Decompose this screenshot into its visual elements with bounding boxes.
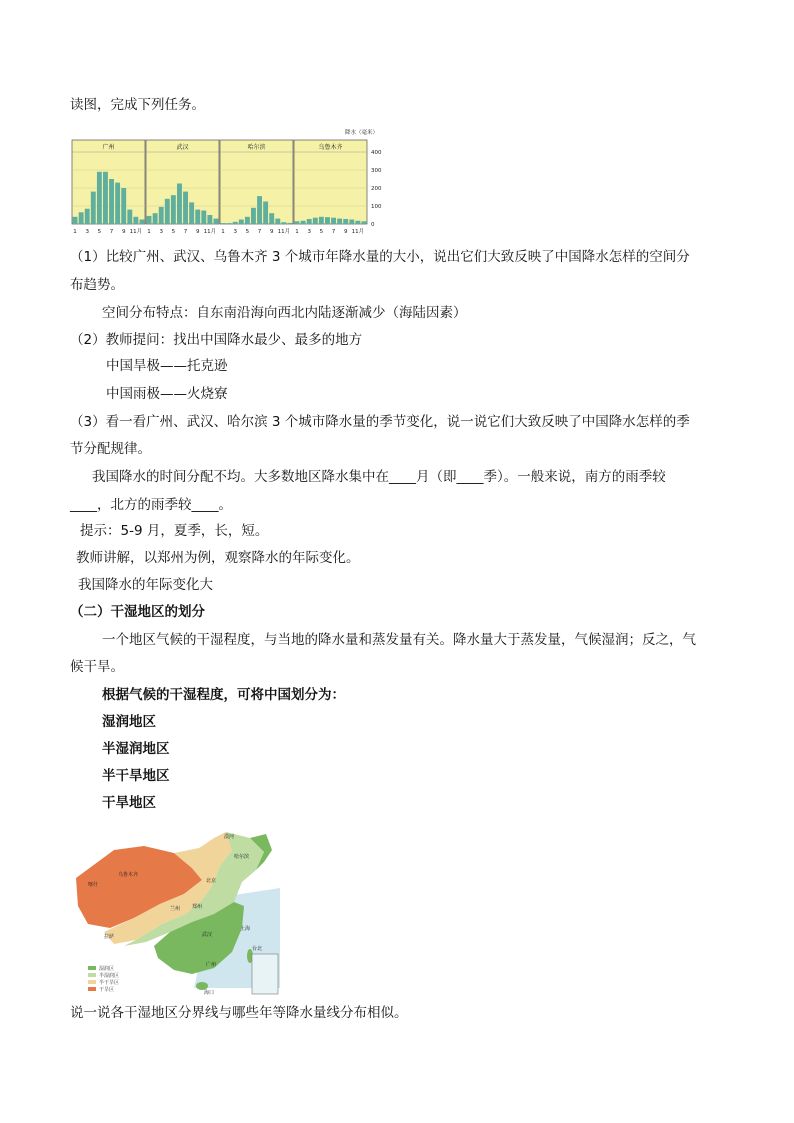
bar: [195, 210, 200, 224]
city-shanghai: 上海: [240, 926, 251, 932]
x-tick-label: 9: [269, 229, 274, 234]
legend-arid: 干旱区: [99, 987, 115, 993]
city-haikou: 海口: [204, 990, 215, 996]
bar: [227, 223, 232, 224]
bar: [85, 209, 90, 224]
bar: [325, 217, 330, 224]
q1-answer: 空间分布特点：自东南沿海向西北内陆逐渐减少（海陆因素）: [102, 305, 467, 321]
bar: [91, 192, 96, 224]
chart-panel: [146, 140, 219, 224]
bar: [133, 217, 138, 224]
city-zhengzhou: 郑州: [192, 904, 203, 910]
y-tick-label: 400: [371, 150, 382, 156]
q3-fill2: ____，北方的雨季较____。: [70, 497, 232, 513]
q1-line2: 布趋势。: [70, 277, 124, 293]
y-tick-label: 0: [371, 222, 375, 228]
bar: [177, 184, 182, 225]
x-tick-label: 9: [121, 229, 126, 234]
q2-question: （2）教师提问：找出中国降水最少、最多的地方: [70, 332, 363, 348]
bar: [295, 221, 300, 224]
legend-arid-swatch: [88, 987, 96, 991]
bar: [275, 219, 280, 224]
section2-para2: 候干旱。: [70, 659, 124, 675]
city-taipei: 台北: [252, 946, 263, 952]
city-harbin: 哈尔滨: [234, 854, 250, 860]
bar: [307, 219, 312, 224]
city-beijing: 北京: [206, 878, 217, 884]
y-tick-label: 200: [371, 186, 382, 192]
chart-title: 乌鲁木齐: [318, 144, 343, 151]
city-kashgar: 喀什: [88, 882, 99, 888]
bar: [331, 218, 336, 224]
bar: [245, 217, 250, 224]
bar: [301, 221, 306, 224]
q3-line2: 节分配规律。: [70, 441, 151, 457]
bar: [269, 213, 274, 224]
x-tick-label: 7: [331, 229, 336, 234]
bar: [109, 179, 114, 224]
bar: [183, 192, 188, 224]
city-urumqi: 乌鲁木齐: [118, 872, 139, 878]
bar: [121, 188, 126, 224]
bar: [165, 199, 170, 224]
x-tick-label: 5: [319, 229, 324, 234]
chart-title: 哈尔滨: [247, 144, 266, 151]
bar: [319, 217, 324, 224]
south-china-sea-inset: [252, 954, 278, 994]
bar: [251, 208, 256, 224]
x-tick-label: 9: [343, 229, 348, 234]
x-tick-label: 11月: [351, 229, 365, 234]
y-tick-label: 300: [371, 168, 382, 174]
precipitation-charts: [70, 126, 390, 234]
bar: [171, 195, 176, 224]
intro-text: 读图，完成下列任务。: [70, 97, 205, 113]
bar: [233, 222, 238, 224]
legend-humid-swatch: [88, 966, 96, 970]
bar: [207, 215, 212, 224]
chart-panel: [220, 140, 293, 224]
city-lanzhou: 兰州: [170, 906, 181, 912]
x-tick-label: 3: [233, 229, 237, 234]
bar: [288, 223, 293, 224]
bar: [73, 217, 78, 224]
bar: [189, 202, 194, 224]
x-tick-label: 7: [109, 229, 114, 234]
x-tick-label: 11月: [203, 229, 217, 234]
bar: [343, 219, 348, 224]
bar: [127, 210, 132, 224]
closing-text: 说一说各干湿地区分界线与哪些年等降水量线分布相似。: [70, 1005, 408, 1021]
region-semiarid: 半干旱地区: [102, 768, 170, 784]
chart-panel: [72, 140, 145, 224]
x-tick-label: 1: [73, 229, 77, 234]
x-tick-label: 1: [221, 229, 225, 234]
city-wuhan: 武汉: [202, 932, 213, 938]
bar: [153, 213, 158, 224]
y-axis-label: 降水（毫米）: [345, 130, 379, 136]
x-tick-label: 11月: [129, 229, 143, 234]
bar: [239, 220, 244, 225]
bar: [140, 220, 145, 225]
city-guangzhou: 广州: [206, 962, 217, 968]
x-tick-label: 7: [183, 229, 188, 234]
x-tick-label: 5: [245, 229, 250, 234]
section2-lead: 根据气候的干湿程度，可将中国划分为：: [102, 687, 345, 703]
x-tick-label: 1: [295, 229, 299, 234]
bar: [214, 219, 219, 224]
legend-humid: 湿润区: [99, 966, 115, 972]
bar: [147, 216, 152, 224]
hainan-island: [196, 982, 208, 990]
x-tick-label: 3: [85, 229, 89, 234]
region-humid: 湿润地区: [102, 714, 156, 730]
city-mohe: 漠河: [224, 834, 235, 840]
city-lhasa: 拉萨: [104, 934, 115, 940]
x-tick-label: 5: [171, 229, 176, 234]
q3-line1: （3）看一看广州、武汉、哈尔滨 3 个城市降水量的季节变化，说一说它们大致反映了中国降水怎样的季: [70, 414, 690, 430]
q2-wet-pole: 中国雨极——火烧寮: [106, 386, 228, 402]
bar: [362, 221, 367, 224]
bar: [337, 219, 342, 224]
x-tick-label: 3: [307, 229, 311, 234]
q3-fill1: 我国降水的时间分配不均。大多数地区降水集中在____月（即____季）。一般来说，南方的雨季较: [92, 469, 666, 485]
bar: [159, 207, 164, 224]
legend-semiarid-swatch: [88, 980, 96, 984]
bar: [313, 218, 318, 224]
bar: [281, 222, 286, 224]
x-tick-label: 5: [97, 229, 102, 234]
section2-para1: 一个地区气候的干湿程度，与当地的降水量和蒸发量有关。降水量大于蒸发量，气候湿润；反之，气: [102, 632, 696, 648]
bar: [349, 220, 354, 225]
q2-dry-pole: 中国旱极——托克逊: [106, 358, 228, 374]
x-tick-label: 11月: [277, 229, 291, 234]
legend-semihumid: 半湿润区: [99, 973, 120, 979]
q3-hint: 提示：5-9 月，夏季，长，短。: [80, 523, 269, 539]
q3-lecture: 教师讲解，以郑州为例，观察降水的年际变化。: [76, 550, 360, 566]
bar: [97, 172, 102, 224]
bar: [355, 221, 360, 224]
q3-interannual: 我国降水的年际变化大: [78, 577, 213, 593]
chart-panel: [294, 140, 367, 224]
bar: [201, 211, 206, 225]
bar: [257, 196, 262, 224]
bar: [115, 183, 120, 224]
bar: [221, 223, 226, 224]
region-semihumid: 半湿润地区: [102, 741, 170, 757]
x-tick-label: 7: [257, 229, 262, 234]
section2-title: （二）干湿地区的划分: [70, 604, 205, 620]
legend-semihumid-swatch: [88, 973, 96, 977]
legend-semiarid: 半干旱区: [99, 980, 120, 986]
bar: [103, 172, 108, 224]
region-arid: 干旱地区: [102, 795, 156, 811]
bar: [263, 202, 268, 225]
china-dry-wet-map: [74, 828, 280, 998]
q1-line1: （1）比较广州、武汉、乌鲁木齐 3 个城市年降水量的大小，说出它们大致反映了中国降水怎样的空间分: [70, 249, 690, 265]
x-tick-label: 9: [195, 229, 200, 234]
chart-title: 武汉: [176, 144, 189, 151]
y-tick-label: 100: [371, 204, 382, 210]
x-tick-label: 3: [159, 229, 163, 234]
chart-title: 广州: [102, 144, 115, 151]
x-tick-label: 1: [147, 229, 151, 234]
bar: [79, 212, 84, 224]
